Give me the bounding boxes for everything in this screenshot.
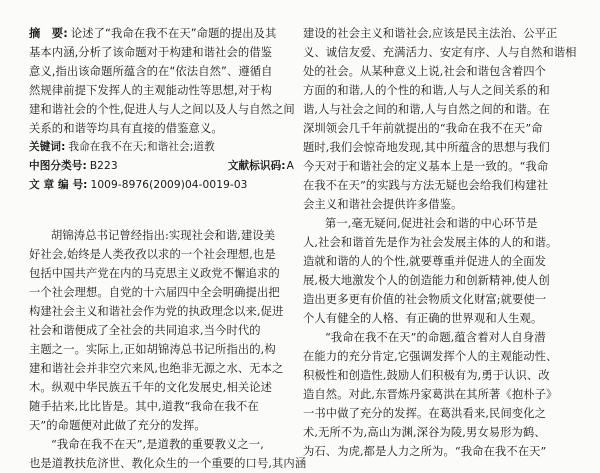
body-line: 一书中做了充分的发挥。在葛洪看来,民间变化之 bbox=[303, 407, 547, 420]
abstract-line: 然规律前提下发挥人的主观能动性等思想,对于构 bbox=[29, 84, 273, 97]
body-line: 木。纵观中华民族五千年的文化发展史,相关论述 bbox=[29, 381, 273, 394]
body-line: 也是道教扶危济世、教化众生的一个重要的口号,其内涵 bbox=[29, 457, 307, 470]
abstract-line: 基本内涵,分析了该命题对于构建和谐社会的借鉴 bbox=[29, 46, 273, 59]
keywords-text: 我命在我不在天;和谐社会;道教 bbox=[68, 141, 215, 153]
body-line: 术,无所不为,高山为渊,深谷为陵,男女易形为鹤、 bbox=[303, 426, 546, 439]
body-line: 积极性和创造性,鼓励人们积极有为,勇于认识、改 bbox=[303, 369, 550, 382]
article-number-label: 文 章 编 号: bbox=[29, 179, 88, 191]
body-line: 展,极大地激发个人的创造能力和创新精神,使人创 bbox=[303, 274, 550, 287]
doc-code: A bbox=[286, 160, 294, 172]
body-line: 社会和谐便成了全社会的共同追求,当今时代的 bbox=[29, 324, 261, 337]
body-line: 义、诚信友爱、充满活力、安定有序、人与自然和谐相 bbox=[303, 46, 577, 59]
body-line: 为石、为虎,都是人力之所为。“我命在我不在天” bbox=[303, 445, 547, 458]
body-line: 在我不在天”的实践与方法无疑也会给我们构建社 bbox=[303, 179, 549, 192]
keywords-line bbox=[29, 138, 300, 157]
clc-label: 中图分类号: bbox=[29, 160, 87, 172]
abstract-line: 关系的和谐等均具有直接的借鉴意义。 bbox=[29, 122, 223, 135]
body-line: “我命在我不在天”,是道教的重要教义之一, bbox=[51, 438, 264, 451]
abstract-block bbox=[29, 24, 300, 138]
body-line: 构建社会主义和谐社会作为党的执政理念以来,促进 bbox=[29, 305, 284, 318]
keywords-label: 关键词: bbox=[29, 141, 66, 153]
doc-code-label: 文献标识码: bbox=[227, 160, 286, 172]
body-line: 今天对于和谐社会的定义基本上是一致的。“我命 bbox=[303, 160, 549, 173]
body-line: 方面的和谐,人的个性的和谐,人与人之间关系的和 bbox=[303, 84, 550, 97]
clc-code: B223 bbox=[89, 160, 118, 172]
abstract-label: 摘 要: bbox=[29, 27, 68, 40]
abstract-line: 建和谐社会的个性,促进人与人之间以及人与自然之间 bbox=[29, 103, 295, 116]
body-line: 胡锦涛总书记曾经指出:实现社会和谐,建设美 bbox=[51, 229, 276, 242]
body-line: 在能力的充分肯定,它强调发挥个人的主观能动性、 bbox=[303, 350, 558, 363]
article-number-line bbox=[29, 176, 300, 195]
body-line: 建和谐社会并非空穴来风,也绝非无源之水、无本之 bbox=[29, 362, 284, 375]
body-line: 会主义和谐社会提供许多借鉴。 bbox=[303, 198, 463, 211]
body-line: 造就和谐的人的个性,就要尊重并促进人的全面发 bbox=[303, 255, 547, 268]
right-column bbox=[303, 24, 580, 461]
body-line: 造自然。对此,东晋炼丹家葛洪在其所著《抱朴子》 bbox=[303, 388, 558, 401]
classification-line bbox=[29, 157, 300, 176]
body-line: 个人有健全的人格、有正确的世界观和人生观。 bbox=[303, 312, 543, 325]
body-line: 好社会,始终是人类孜孜以求的一个社会理想,也是 bbox=[29, 248, 276, 261]
body-line: 第一,毫无疑问,促进社会和谐的中心环节是 bbox=[325, 217, 538, 230]
body-line: 建设的社会主义和谐社会,应该是民主法治、公平正 bbox=[303, 27, 558, 40]
abstract-line: 意义,指出该命题所蕴含的在“依法自然”、遵循自 bbox=[29, 65, 273, 78]
body-line: 人,社会和谐首先是作为社会发展主体的人的和谐。 bbox=[303, 236, 558, 249]
body-line: 题时,我们会惊奇地发现,其中所蕴含的思想与我们 bbox=[303, 141, 550, 154]
abstract-line: 摘 要: 论述了“我命在我不在天”命题的提出及其 bbox=[29, 27, 277, 40]
body-line: 一个社会理想。自党的十六届四中全会明确提出把 bbox=[29, 286, 280, 299]
left-column bbox=[29, 24, 307, 473]
body-line: 处的社会。从某种意义上说,社会和谐包含着四个 bbox=[303, 65, 547, 78]
body-line: 主题之一。实际上,正如胡锦涛总书记所指出的,构 bbox=[29, 343, 276, 356]
body-line: 深圳领会几千年前就提出的“我命在我不在天”命 bbox=[303, 122, 543, 135]
left-body-text bbox=[29, 226, 307, 473]
body-line: 造出更多更有价值的社会物质文化财富;就要使一 bbox=[303, 293, 547, 306]
body-line: 随手拈来,比比皆是。其中,道教“我命在我不在 bbox=[29, 400, 259, 413]
article-number: 1009-8976(2009)04-0019-03 bbox=[90, 179, 248, 191]
body-line: 天”的命题便对此做了充分的发挥。 bbox=[29, 419, 206, 432]
body-line: 包括中国共产党在内的马克思主义政党不懈追求的 bbox=[29, 267, 280, 280]
body-line: “我命在我不在天”的命题,蕴含着对人自身潜 bbox=[325, 331, 546, 344]
body-line: 谐,人与社会之间的和谐,人与自然之间的和谐。在 bbox=[303, 103, 550, 116]
